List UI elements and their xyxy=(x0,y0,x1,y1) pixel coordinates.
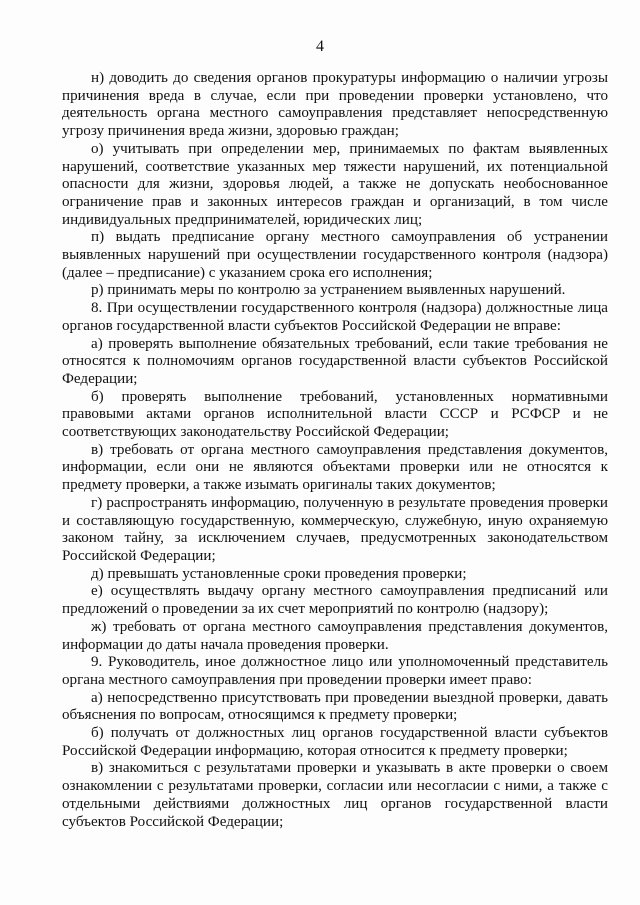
paragraph-8zh: ж) требовать от органа местного самоуправления представления документов, информации до даты начала проведения проверки. xyxy=(62,618,608,653)
paragraph-n: н) доводить до сведения органов прокуратуры информацию о наличии угрозы причинения вреда в случае, если при проведении проверки установлено, что деятельность органа местного самоуправления представляет непосредственную угрозу причинения вреда жизни, здоровью граждан; xyxy=(62,70,608,140)
paragraph-r: р) принимать меры по контролю за устранением выявленных нарушений. xyxy=(91,282,566,299)
paragraph-8e: е) осуществлять выдачу органу местного самоуправления предписаний или предложений о проведении за их счет мероприятий по контролю (надзору); xyxy=(62,583,608,618)
paragraph-9b: б) получать от должностных лиц органов государственной власти субъектов Российской Федерации информацию, которая относится к предмету проверки; xyxy=(62,725,608,759)
paragraph-8a: а) проверять выполнение обязательных требований, если такие требования не относятся к полномочиям органов государственной власти субъектов Российской Федерации; xyxy=(62,335,608,387)
paragraph-9: 9. Руководитель, иное должностное лицо или уполномоченный представитель органа местного самоуправления при проведении проверки имеет право: xyxy=(62,654,608,688)
paragraph-8d: д) превышать установленные сроки проведения проверки; xyxy=(91,565,467,582)
paragraph-8: 8. При осуществлении государственного контроля (надзора) должностные лица органов государственной власти субъектов Российской Федерации не вправе: xyxy=(62,300,608,334)
paragraph-o: о) учитывать при определении мер, принимаемых по фактам выявленных нарушений, соответствие указанных мер тяжести нарушений, их потенциальной опасности для жизни, здоровья людей, а также не допускать необоснованное ограничение прав и законных интересов граждан и организаций, в том числе индивидуальных предпринимателей, юридических лиц; xyxy=(62,140,608,228)
paragraph-8v: в) требовать от органа местного самоуправления представления документов, информации, если они не являются объектами проверки или не относятся к предмету проверки, а также изымать оригиналы таких документов; xyxy=(62,441,608,494)
paragraph-p: п) выдать предписание органу местного самоуправления об устранении выявленных нарушений при осуществлении государственного контроля (надзора) (далее – предписание) с указанием срока его исполнения; xyxy=(62,229,608,281)
paragraph-9a: а) непосредственно присутствовать при проведении выездной проверки, давать объяснения по вопросам, относящимся к предмету проверки; xyxy=(62,689,608,724)
paragraph-8g: г) распространять информацию, полученную в результате проведения проверки и составляющую государственную, коммерческую, служебную, иную охраняемую законом тайну, за исключением случаев, предусмотренных законодательством Российской Федерации; xyxy=(62,494,608,564)
page-number: 4 xyxy=(316,38,324,55)
paragraph-9v: в) знакомиться с результатами проверки и указывать в акте проверки о своем ознакомлении с результатами проверки, согласии или несогласии с ними, а также с отдельными действиями должностных лиц органов государственной власти субъектов Российской Федерации; xyxy=(62,760,608,830)
document-body xyxy=(62,70,608,831)
paragraph-8b: б) проверять выполнение требований, установленных нормативными правовыми актами органов исполнительной власти СССР и РСФСР и не соответствующих законодательству Российской Федерации; xyxy=(62,388,608,441)
